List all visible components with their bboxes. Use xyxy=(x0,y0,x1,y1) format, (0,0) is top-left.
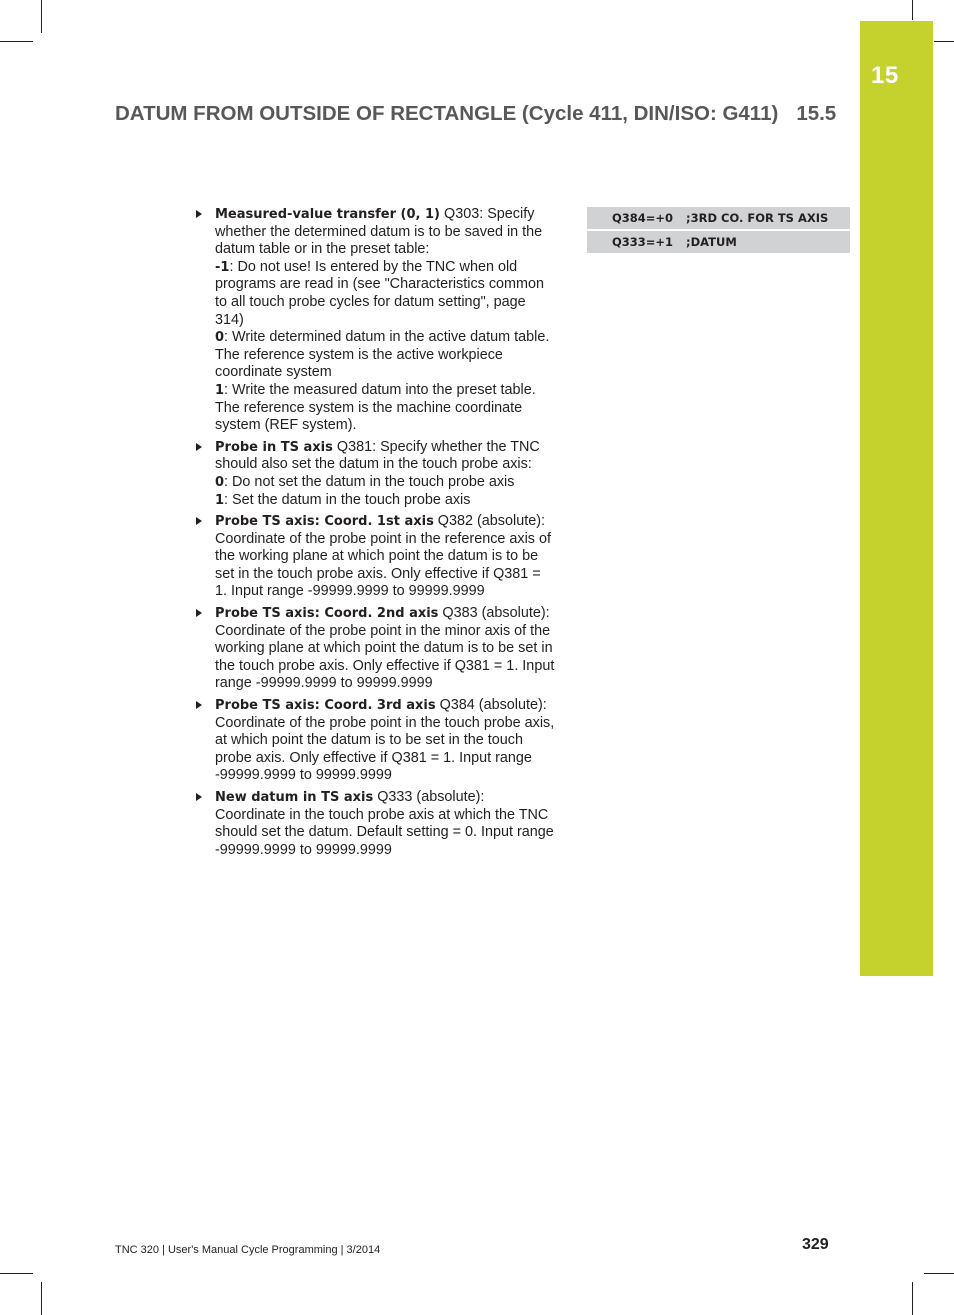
bullet-arrow-icon xyxy=(196,609,202,617)
description-text: Q384 (absolute): Coordinate of the probe point in the touch probe axis, at which point the datum is to be set in the touch probe axis. Only effective if Q381 = 1. Input range -99999.9999 to 99999.9999 xyxy=(215,697,555,784)
description-text: : Write determined datum in the active datum table. The reference system is the active workpiece coordinate system xyxy=(215,329,550,381)
description-text: : Do not use! Is entered by the TNC when old programs are read in (see "Characteristics common to all touch probe cycles for datum setting", page 314) xyxy=(215,258,545,328)
parameter-text xyxy=(215,382,556,435)
footer-text: TNC 320 | User's Manual Cycle Programming | 3/2014 xyxy=(115,1244,381,1256)
parameter-text xyxy=(215,605,556,693)
description-text: : Do not set the datum in the touch probe axis xyxy=(224,473,515,490)
code-param: Q333=+1 xyxy=(612,235,674,249)
option-value: -1 xyxy=(215,259,230,275)
crop-mark xyxy=(924,1273,954,1274)
parameter-title: Probe TS axis: Coord. 3rd axis xyxy=(215,698,436,714)
bullet-arrow-icon xyxy=(196,793,202,801)
parameter-title: Probe in TS axis xyxy=(215,439,333,455)
parameter-item xyxy=(194,697,556,785)
parameter-title: New datum in TS axis xyxy=(215,790,374,805)
parameter-list xyxy=(194,206,556,863)
code-row xyxy=(587,231,850,253)
code-comment: ;DATUM xyxy=(686,235,737,249)
chapter-tab xyxy=(860,21,933,976)
crop-mark xyxy=(41,1282,42,1315)
bullet-arrow-icon xyxy=(196,210,202,218)
bullet-arrow-icon xyxy=(196,701,202,709)
crop-mark xyxy=(0,41,33,42)
option-value: 0 xyxy=(215,474,225,490)
page-header xyxy=(115,102,835,126)
parameter-item xyxy=(194,605,556,693)
parameter-title: Measured-value transfer (0, 1) xyxy=(215,207,440,222)
code-block xyxy=(587,207,850,255)
crop-mark xyxy=(912,1282,913,1315)
header-title: DATUM FROM OUTSIDE OF RECTANGLE (Cycle 411, DIN/ISO: G411) xyxy=(115,102,779,125)
parameter-text xyxy=(215,513,556,601)
page-number: 329 xyxy=(802,1236,829,1253)
description-text: Q383 (absolute): Coordinate of the probe point in the minor axis of the working plane at which point the datum is to be set in the touch probe axis. Only effective if Q381 = 1. Input range -99999.9999 to 99999.9999 xyxy=(215,605,555,692)
description-text: : Set the datum in the touch probe axis xyxy=(224,491,471,508)
parameter-title: Probe TS axis: Coord. 1st axis xyxy=(215,514,434,530)
parameter-item xyxy=(194,206,556,435)
crop-mark xyxy=(912,0,913,20)
bullet-arrow-icon xyxy=(196,517,202,525)
parameter-text xyxy=(215,492,556,510)
description-text: Q333 (absolute): Coordinate in the touch probe axis at which the TNC should set the datum. Default setting = 0. Input range -99999.9999 to 99999.9999 xyxy=(215,789,554,858)
crop-mark xyxy=(0,1273,33,1274)
option-value: 1 xyxy=(215,382,225,398)
parameter-item xyxy=(194,439,556,509)
chapter-number: 15 xyxy=(871,62,899,89)
parameter-text xyxy=(215,329,556,382)
code-param: Q384=+0 xyxy=(612,211,674,225)
description-text: Q381: Specify whether the TNC should also set the datum in the touch probe axis: xyxy=(215,438,540,473)
parameter-text xyxy=(215,474,556,492)
option-value: 0 xyxy=(215,330,225,346)
description-text: Q303: Specify whether the determined datum is to be saved in the datum table or in the preset table: xyxy=(215,206,543,258)
parameter-text xyxy=(215,206,556,259)
crop-mark xyxy=(41,0,42,33)
parameter-text xyxy=(215,439,556,474)
parameter-text xyxy=(215,789,556,859)
parameter-title: Probe TS axis: Coord. 2nd axis xyxy=(215,606,439,622)
parameter-item xyxy=(194,513,556,601)
header-section: 15.5 xyxy=(796,102,837,125)
description-text: : Write the measured datum into the preset table. The reference system is the machine coordinate system (REF system). xyxy=(215,381,536,434)
code-comment: ;3RD CO. FOR TS AXIS xyxy=(686,211,829,225)
code-row xyxy=(587,207,850,229)
crop-mark xyxy=(934,41,954,42)
parameter-item xyxy=(194,789,556,859)
option-value: 1 xyxy=(215,492,225,508)
parameter-text xyxy=(215,697,556,785)
parameter-text xyxy=(215,259,556,329)
bullet-arrow-icon xyxy=(196,443,202,451)
description-text: Q382 (absolute): Coordinate of the probe point in the reference axis of the working plane at which point the datum is to be set in the touch probe axis. Only effective if Q381 = 1. Input range -99999.9999 to 99999.9999 xyxy=(215,513,551,600)
